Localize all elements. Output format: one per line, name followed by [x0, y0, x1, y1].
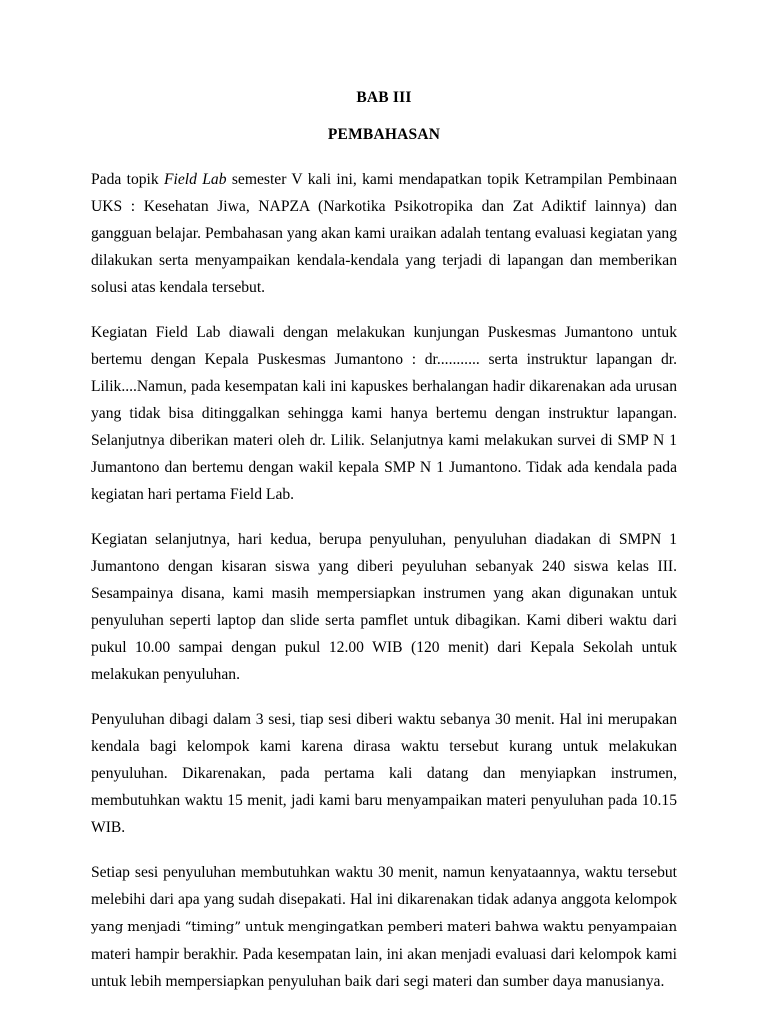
paragraph-1-lead: Pada topik — [91, 171, 165, 188]
paragraph-3: Kegiatan selanjutnya, hari kedua, berupa penyuluhan, penyuluhan diadakan di SMPN 1 Jumantono dengan kisaran siswa yang diberi peyuluhan sebanyak 240 siswa kelas III. Sesampainya disana, kami masih mempersiapkan instrumen yang akan digunakan untuk penyuluhan seperti laptop dan slide serta pamflet untuk dibagikan. Kami diberi waktu dari pukul 10.00 sampai dengan pukul 12.00 WIB (120 menit) dari Kepala Sekolah untuk melakukan penyuluhan. — [91, 531, 677, 683]
paragraph-5 — [91, 859, 677, 995]
document-body — [91, 84, 677, 995]
paragraph-4: Penyuluhan dibagi dalam 3 sesi, tiap sesi diberi waktu sebanya 30 menit. Hal ini merupakan kendala bagi kelompok kami karena dirasa waktu tersebut kurang untuk melakukan penyuluhan. Dikarenakan, pada pertama kali datang dan menyiapkan instrumen, membutuhkan waktu 15 menit, jadi kami baru menyampaikan materi penyuluhan pada 10.15 WIB. — [91, 711, 677, 836]
paragraph-1-rest: semester V kali ini, kami mendapatkan topik Ketrampilan Pembinaan UKS : Kesehatan Jiwa, NAPZA (Narkotika Psikotropika dan Zat Adiktif lainnya) dan gangguan belajar. Pembahasan yang akan kami uraikan adalah tentang evaluasi kegiatan yang dilakukan serta menyampaikan kendala-kendala yang terjadi di lapangan dan memberikan solusi atas kendala tersebut. — [91, 171, 677, 296]
paragraph-5-part-3: materi hampir berakhir. Pada kesempatan lain, ini akan menjadi evaluasi dari kelompok kami untuk lebih mempersiapkan penyuluhan baik dari segi materi dan sumber daya manusianya. — [91, 946, 677, 990]
paragraph-5-part-1: Setiap sesi penyuluhan membutuhkan waktu 30 menit, namun kenyataannya, waktu tersebut melebihi dari apa yang sudah disepakati. Hal ini dikarenakan tidak adanya anggota kelompok — [91, 864, 677, 908]
paragraph-5-alt-font-line: yang menjadi “timing” untuk mengingatkan pemberi materi bahwa waktu penyampaian — [91, 920, 677, 935]
section-heading: PEMBAHASAN — [327, 126, 441, 143]
paragraph-2: Kegiatan Field Lab diawali dengan melakukan kunjungan Puskesmas Jumantono untuk bertemu dengan Kepala Puskesmas Jumantono : dr........... serta instruktur lapangan dr. Lilik....Namun, pada kesempatan kali ini kapuskes berhalangan hadir dikarenakan ada urusan yang tidak bisa ditinggalkan sehingga kami hanya bertemu dengan instruktur lapangan. Selanjutnya diberikan materi oleh dr. Lilik. Selanjutnya kami melakukan survei di SMP N 1 Jumantono dan bertemu dengan wakil kepala SMP N 1 Jumantono. Tidak ada kendala pada kegiatan hari pertama Field Lab. — [91, 324, 677, 503]
chapter-heading: BAB III — [356, 89, 412, 106]
paragraph-1 — [91, 166, 677, 301]
italic-term-field-lab: Field Lab — [164, 171, 227, 188]
